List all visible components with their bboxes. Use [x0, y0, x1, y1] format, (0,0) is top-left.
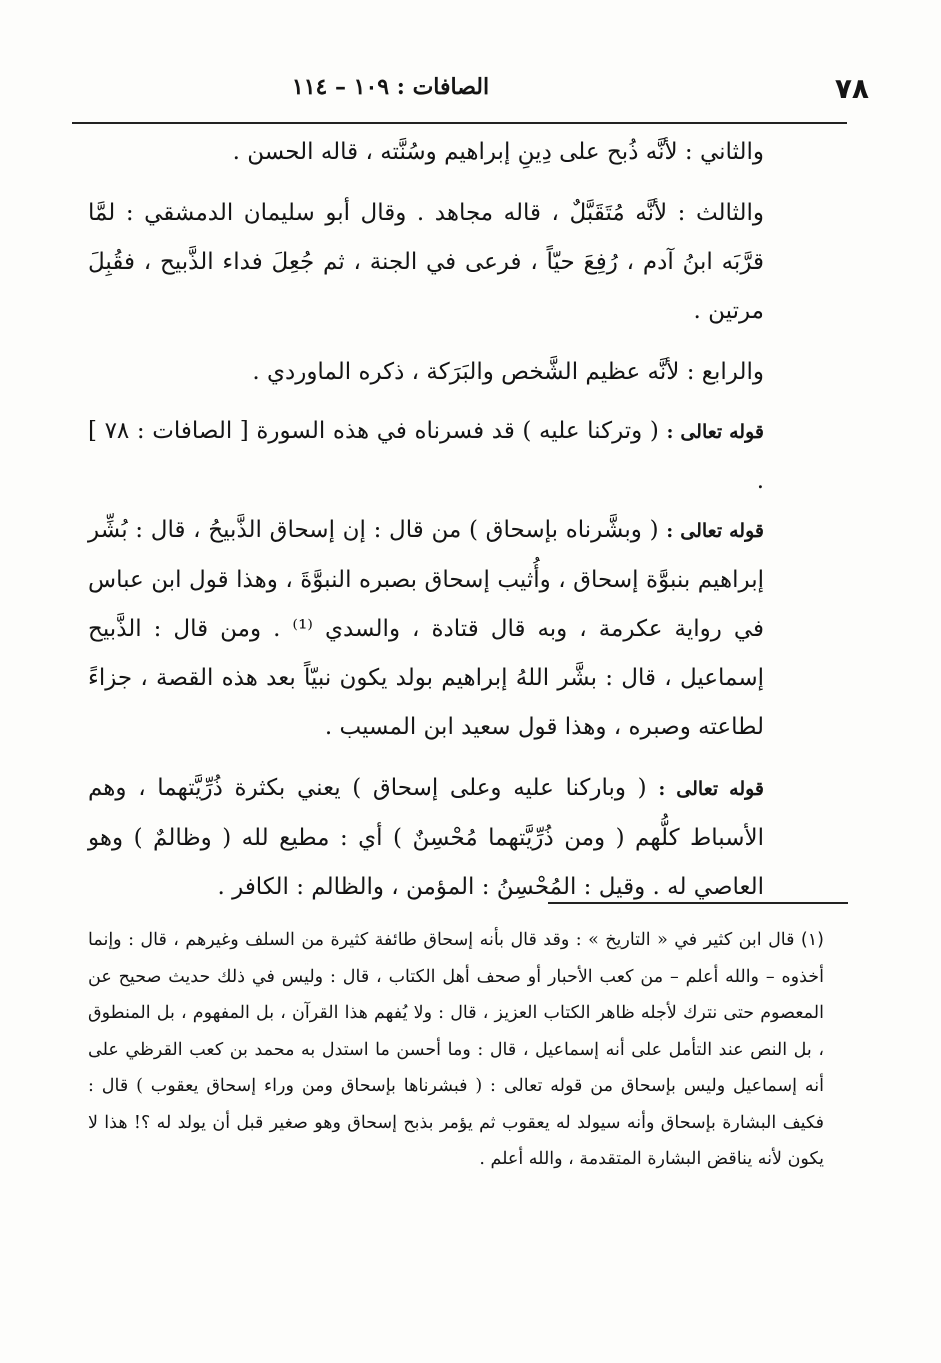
footnote-text: قال ابن كثير في « التاريخ » : وقد قال بأنه إسحاق طائفة كثيرة من السلف وغيرهم ، قال : وإنما أخذوه – والله أعلم – من كعب الأحبار أو صحف أهل الكتاب ، قال : وليس في ذلك حديث صحيح عن المعصوم حتى نترك لأجله ظاهر الكتاب العزيز ، قال : ولا يُفهم هذا القرآن ، بل المفهوم ، بل المنطوق ، بل النص عند التأمل على أنه إسماعيل ، قال : وما أحسن ما استدل به محمد بن كعب القرظي على أنه إسماعيل وليس بإسحاق من قوله تعالى : ( فبشرناها بإسحاق ومن وراء إسحاق يعقوب ) قال : فكيف البشارة بإسحاق وأنه سيولد له يعقوب ثم يؤمر بذبح إسحاق وهو صغير قبل أن يولد له ؟! هذا لا يكون لأنه يناقض البشارة المتقدمة ، والله أعلم . [88, 930, 824, 1169]
paragraph-text: والثالث : لأنَّه مُتَقَبَّلٌ ، قاله مجاهد . وقال أبو سليمان الدمشقي : لمَّا قرَّبَه ابنُ آدم ، رُفِعَ حيّاً ، فرعى في الجنة ، ثم جُعِلَ فداء الذَّبيح ، فقُبِلَ مرتين . [88, 200, 764, 324]
main-text [88, 128, 764, 912]
page-number: ٧٨ [834, 72, 869, 105]
header-rule [72, 122, 847, 124]
page-header [70, 70, 869, 106]
paragraph [88, 128, 764, 177]
paragraph [88, 348, 764, 397]
paragraph-lead: قوله تعالى : [666, 520, 764, 542]
paragraph-text: والرابع : لأنَّه عظيم الشَّخص والبَرَكة ، ذكره الماوردي . [252, 359, 764, 385]
paragraph [88, 764, 764, 912]
footnote [88, 922, 824, 1178]
paragraph [88, 506, 764, 752]
paragraph-text: ( وبشَّرناه بإسحاق ) من قال : إن إسحاق الذَّبيحُ ، قال : بُشِّر إبراهيم بنبوَّة إسحاق ، وأُثيب إسحاق بصبره النبوَّةَ ، وهذا قول ابن عباس في رواية عكرمة ، وبه قال قتادة ، والسدي ⁽¹⁾ . ومن قال : الذَّبيح إسماعيل ، قال : بشَّر اللهُ إبراهيم بولد يكون نبيّاً بعد هذه القصة ، جزاءً لطاعته وصبره ، وهذا قول سعيد ابن المسيب . [88, 517, 765, 740]
paragraph-lead: قوله تعالى : [658, 778, 764, 800]
paragraph-text: ( وباركنا عليه وعلى إسحاق ) يعني بكثرة ذُرِّيَّتهما ، وهم الأسباط كلُّهم ( ومن ذُرِّيَّتهما مُحْسِنٌ ) أي : مطيع لله ( وظالمٌ ) وهو العاصي له . وقيل : المُحْسِنُ : المؤمن ، والظالم : الكافر . [88, 775, 764, 900]
footnote-marker: (١) [800, 930, 824, 950]
paragraph [88, 407, 764, 506]
paragraph [88, 189, 764, 336]
paragraph-text: ( وتركنا عليه ) قد فسرناه في هذه السورة [ الصافات : ٧٨ ] . [88, 418, 764, 494]
paragraph-lead: قوله تعالى : [666, 421, 764, 443]
footnote-rule [548, 902, 848, 904]
running-head: الصافات : ١٠٩ – ١١٤ [291, 74, 490, 100]
paragraph-text: والثاني : لأنَّه ذُبح على دِينِ إبراهيم وسُنَّته ، قاله الحسن . [232, 139, 764, 165]
footnote-paragraph [88, 922, 824, 1178]
